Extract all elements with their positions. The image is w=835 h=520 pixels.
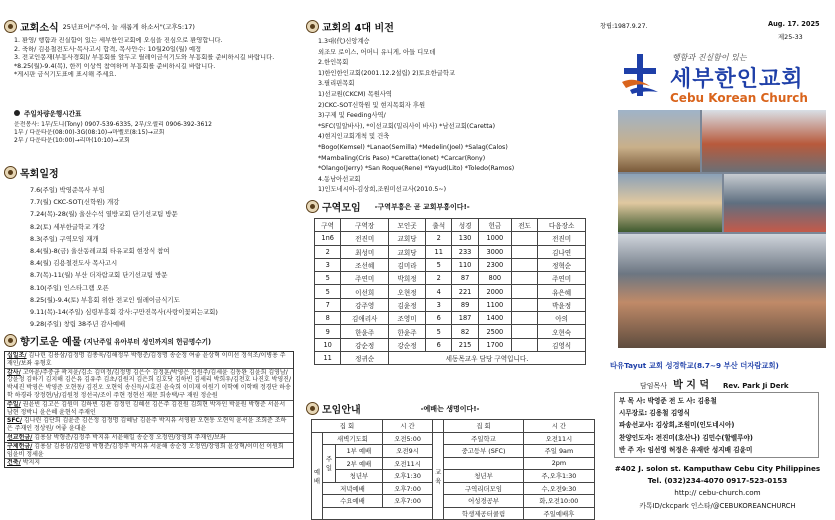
meeting-subtitle: -예배는 생명이다!- xyxy=(420,404,480,413)
district-table xyxy=(314,218,586,365)
offering-names: 박지지 xyxy=(20,459,41,467)
shuttle-section xyxy=(6,108,298,145)
schedule-item: 8.10(주일) 인스타그램 오픈 xyxy=(30,283,109,292)
offering-row xyxy=(5,434,293,443)
middle-column xyxy=(300,0,600,520)
schedule-item: 7.7(월) CKC-SOT(신학원) 개강 xyxy=(30,198,120,207)
news-heading xyxy=(4,19,296,34)
car-icon xyxy=(14,110,20,116)
meeting-time: 주,오후1:30 xyxy=(523,470,594,483)
district-cell: 한윤주 xyxy=(341,325,389,338)
shuttle-line: 운전봉사: 1부/도니(Tony) 0907-539-6335, 2부/오셀리 0906-392-3612 xyxy=(14,121,212,128)
vision-item: *SFC(밀알바사), *이선교회(밀리사이 바사) *남선교회(Caretta) xyxy=(318,122,496,130)
district-title: 구역모임 xyxy=(322,203,361,214)
district-note: 세동목교우 담당 구역입니다. xyxy=(389,351,586,364)
offering-label: 주일/ xyxy=(7,400,21,408)
news-title: 교회소식 xyxy=(20,23,59,34)
shuttle-line: 1부 / 다운타운(08:00)-3G(08:10)→마벨로(8:15)→교회 xyxy=(14,129,165,136)
meeting-name: 학생제공터쿨림 xyxy=(444,507,524,520)
district-header-cell: 구역장 xyxy=(341,219,389,232)
meeting-row xyxy=(312,457,595,470)
district-cell: 2 xyxy=(315,245,341,258)
shuttle-line: 2부 / 다운타운(10:00)→리마(10:10)→교회 xyxy=(14,137,130,144)
district-cell: 강순정 xyxy=(341,338,389,351)
meeting-time: 오후7:00 xyxy=(382,495,432,508)
district-cell: 1n6 xyxy=(315,232,341,245)
vision-item: 1)한인한인교회(2001.12.2설립) 2)토요한글학교 xyxy=(318,69,456,77)
meeting-group-label: 교육 xyxy=(433,432,444,520)
offering-label: 십일조/ xyxy=(7,352,27,359)
district-cell: 2500 xyxy=(478,325,511,338)
meeting-time: 오전11시 xyxy=(523,432,594,445)
meeting-header-cell: 시 간 xyxy=(382,420,432,433)
district-header-cell: 구역 xyxy=(315,219,341,232)
schedule-list xyxy=(4,184,296,330)
issue-date: Aug. 17. 2025 xyxy=(768,20,820,28)
district-cell: 87 xyxy=(452,272,478,285)
district-cell xyxy=(511,258,537,271)
district-cell: 215 xyxy=(452,338,478,351)
schedule-heading xyxy=(4,165,296,180)
schedule-item: 8.25(월)-9.4(토) 부흥회 위한 전교인 릴레이금식기도 xyxy=(30,295,180,304)
section-bullet-icon xyxy=(4,166,17,179)
vision-item: 2.한인목회 xyxy=(318,59,349,67)
meeting-row xyxy=(312,445,595,458)
section-bullet-icon xyxy=(306,402,319,415)
photo-tile xyxy=(702,110,826,172)
meeting-time: 수,오전9:30 xyxy=(523,482,594,495)
offering-names: 김나린 김용삼/김정명 김종욱/김해정부 박형준/김정명 송순정 여좋 윤상혁 이미선 정석조/이병용 주재인/보좌 유형호 xyxy=(7,352,286,367)
offering-section xyxy=(4,333,298,468)
volume-number: 제25-33 xyxy=(778,33,803,41)
pastor-line xyxy=(640,376,789,391)
pastor-name: 박 지 덕 xyxy=(673,380,710,391)
news-item: *게시판 금식기도표에 표시해 주세요. xyxy=(14,71,117,79)
district-cell: 교회당 xyxy=(389,232,426,245)
district-cell: 조선혜 xyxy=(341,258,389,271)
schedule-section xyxy=(4,165,296,330)
district-cell: 강순정 xyxy=(389,338,426,351)
district-cell xyxy=(511,232,537,245)
schedule-item: 8.4(월) 김용철전도사 목사고시 xyxy=(30,259,118,268)
district-cell: 221 xyxy=(452,285,478,298)
district-cell: 2000 xyxy=(478,285,511,298)
vision-list xyxy=(306,37,596,196)
district-cell: 5 xyxy=(426,325,452,338)
schedule-item: 7.24(목)-28(월) 울산수석 열방교회 단기선교팀 방문 xyxy=(30,210,178,219)
meeting-header-cell: 집 회 xyxy=(444,420,524,433)
meeting-row xyxy=(312,495,595,508)
district-cell xyxy=(511,325,537,338)
district-cell: 2 xyxy=(426,232,452,245)
district-cell: 정귀순 xyxy=(341,351,389,364)
district-cell: 5 xyxy=(315,285,341,298)
meeting-time: 주일 9am xyxy=(523,445,594,458)
district-cell: 주연미 xyxy=(538,272,586,285)
vision-section xyxy=(306,19,596,196)
district-cell: 김영식 xyxy=(538,338,586,351)
offering-heading xyxy=(4,333,298,348)
district-row xyxy=(315,298,586,311)
vision-item: 1)인도네시아-김상희,조원미선교사(2010.5~) xyxy=(318,186,447,194)
left-column xyxy=(0,0,300,520)
district-cell: 주연미 xyxy=(341,272,389,285)
district-cell: 최성미 xyxy=(341,245,389,258)
district-cell: 233 xyxy=(452,245,478,258)
district-cell: 8 xyxy=(315,312,341,325)
pastor-english-name: Rev. Park Ji Derk xyxy=(723,382,789,390)
meeting-section xyxy=(306,401,598,520)
news-section xyxy=(4,19,296,80)
district-cell: 5 xyxy=(426,258,452,271)
district-cell: 2 xyxy=(426,272,452,285)
district-cell: 오현정 xyxy=(389,285,426,298)
district-cell: 4 xyxy=(426,285,452,298)
district-header-cell: 성경 xyxy=(452,219,478,232)
offering-names: 김용삼 김용삼/김한영 박형준/김정주 박지유 서윤해 송순정 오정연/장영희 윤상혁/이미선 이원희 임윤비 정세윤 xyxy=(7,442,284,458)
offering-title: 향기로운 예물 xyxy=(20,337,82,348)
meeting-name: 중고등부 (SFC) xyxy=(444,445,524,458)
offering-label: 선교헌금/ xyxy=(7,433,33,441)
district-header-cell: 전도 xyxy=(511,219,537,232)
shuttle-title: 주일차량운행시간표 xyxy=(24,110,82,118)
meeting-name: 저녁예배 xyxy=(323,482,383,495)
district-cell: 조영미 xyxy=(389,312,426,325)
section-bullet-icon xyxy=(4,20,17,33)
meeting-title: 모임안내 xyxy=(322,405,361,416)
offering-row xyxy=(5,417,293,434)
schedule-title: 목회일정 xyxy=(20,169,59,180)
schedule-item: 8.2(토) 세부한글학교 개강 xyxy=(30,222,105,231)
meeting-header-cell: 집 회 xyxy=(312,420,383,433)
meeting-name: 청년부 xyxy=(444,470,524,483)
district-cell: 김나연 xyxy=(538,245,586,258)
meeting-name: 새벽기도회 xyxy=(323,432,383,445)
district-header-cell: 출석 xyxy=(426,219,452,232)
photo-tile xyxy=(724,174,826,232)
shuttle-list xyxy=(6,121,298,145)
staff-line: 찬양인도자: 전진미(호산나) 김민수(할렐루야) xyxy=(619,433,753,442)
offering-label: 건축/ xyxy=(7,459,21,467)
church-motto: 행함과 진실함이 있는 xyxy=(672,53,747,62)
meeting-row xyxy=(312,507,595,520)
district-cell: 김미라 xyxy=(389,258,426,271)
district-cell: 1000 xyxy=(478,232,511,245)
church-phone: Tel. (032)234-4070 0917-523-0153 xyxy=(647,476,788,485)
vision-item: 1)선교원(CKCM) 목원사역 xyxy=(318,90,392,98)
district-row xyxy=(315,338,586,351)
section-bullet-icon xyxy=(306,200,319,213)
district-cell: 박윤정 xyxy=(538,298,586,311)
district-cell: 이선희 xyxy=(341,285,389,298)
district-cell: 3 xyxy=(315,258,341,271)
meeting-row xyxy=(312,432,595,445)
news-item: 3. 전교인봉재(부흥사경회)/ 부흥회를 앞두고 릴레이금식기도와 부흥회를 준비하시길 바랍니다. xyxy=(14,54,275,62)
meeting-name: 주일학교 xyxy=(444,432,524,445)
offering-names: 권윤빈 김고은 김원미 김하빈 김관 김정민 김혜선 김은주 김진원 김희현 박자인 박윤원 박형준 서윤서 남현 정박니 윤은혜 윤현석 주재인 xyxy=(7,400,286,416)
district-cell: 10 xyxy=(315,338,341,351)
news-list xyxy=(4,37,296,80)
offering-names: 김용삼 박형준/김정주 박지유 서윤해일 송순정 오정연/장영희 주재인/보좌 xyxy=(32,433,226,441)
district-row xyxy=(315,312,586,325)
meeting-sub-label: 주일 xyxy=(323,445,336,483)
district-cell: 한윤주 xyxy=(389,325,426,338)
offering-box xyxy=(4,351,294,468)
district-cell: 김윤정 xyxy=(389,298,426,311)
district-cell: 강주영 xyxy=(341,298,389,311)
meeting-name: 어성경공부 xyxy=(444,495,524,508)
section-bullet-icon xyxy=(4,334,17,347)
event-photo-collage xyxy=(618,110,826,348)
meeting-time: 주일예배후 xyxy=(523,507,594,520)
district-cell: 오현숙 xyxy=(538,325,586,338)
district-row xyxy=(315,272,586,285)
photo-tile xyxy=(618,174,722,232)
district-cell: 1400 xyxy=(478,312,511,325)
district-cell: 유은혜 xyxy=(538,285,586,298)
district-cell xyxy=(511,245,537,258)
district-cell: 6 xyxy=(426,312,452,325)
district-cell: 아의 xyxy=(538,312,586,325)
district-cell: 3000 xyxy=(478,245,511,258)
district-cell: 3 xyxy=(426,298,452,311)
meeting-name: 1부 예배 xyxy=(336,445,383,458)
district-row xyxy=(315,325,586,338)
section-bullet-icon xyxy=(306,20,319,33)
meeting-row xyxy=(312,482,595,495)
vision-item: 2)CKC-SOT신학원 및 현지목회자 후원 xyxy=(318,101,426,109)
offering-row xyxy=(5,459,293,467)
news-subtitle: 25년표어/"주여, 늘 새롭게 하소서"(고후5:17) xyxy=(62,23,195,31)
meeting-time: 오전11시 xyxy=(382,457,432,470)
schedule-item: 9.11(목)-14(주일) 심령부흥회 강사:구만진목사(사랑이꽃피는교회) xyxy=(30,308,218,317)
meeting-time: 2pm xyxy=(523,457,594,470)
church-website[interactable]: http:// cebu-church.com xyxy=(674,488,761,497)
vision-item: *Olango(Jerry) *San Roque(Rene) *Yayud(Lito) *Toledo(Ramos) xyxy=(318,165,515,173)
schedule-item: 8.7(목)-11(월) 부산 더자람교회 단기선교팀 방문 xyxy=(30,271,168,280)
district-cell: 89 xyxy=(452,298,478,311)
right-column xyxy=(600,0,835,520)
offering-label: 구제헌금/ xyxy=(7,442,33,450)
staff-line: 파송선교사: 김상희,조원미(인도네시아) xyxy=(619,421,735,430)
staff-line: 시무장로: 김용철 김영식 xyxy=(619,409,690,418)
offering-label: SFC/ xyxy=(7,417,23,425)
district-section xyxy=(306,199,598,365)
offering-row xyxy=(5,369,293,401)
district-header-cell: 다음장소 xyxy=(538,219,586,232)
offering-names: 김나린 김단희 김윤준 김은정 김정명 김혜남 김윤주 박지유 서영환 오현동 오현익 윤서윤 조희준 조하은 주재인 정상원/ 여좋 윤대윤 xyxy=(7,417,287,433)
meeting-time: 오전9시 xyxy=(382,445,432,458)
schedule-item: 7.6(주일) 박영준목사 부임 xyxy=(30,186,105,194)
meeting-group-label: 예배 xyxy=(312,432,323,520)
photo-tile xyxy=(618,110,700,172)
district-row xyxy=(315,258,586,271)
church-name-korean: 세부한인교회 xyxy=(670,67,804,92)
staff-list xyxy=(619,395,814,456)
district-cell xyxy=(511,285,537,298)
pastor-label: 담임목사 xyxy=(640,382,668,390)
district-cell: 187 xyxy=(452,312,478,325)
district-cell: 전진미 xyxy=(538,232,586,245)
vision-item: 4)현지인교회개척 및 건축 xyxy=(318,133,390,141)
shuttle-heading xyxy=(6,108,298,118)
offering-row xyxy=(5,401,293,418)
district-cell: 130 xyxy=(452,232,478,245)
news-item: *8.25(월)-9.4(목), 한끼 이상씩 참여하며 부흥회를 준비하시길 바랍니다. xyxy=(14,62,216,70)
district-cell: 1700 xyxy=(478,338,511,351)
district-cell: 800 xyxy=(478,272,511,285)
church-address: #402 J. solon st. Kamputhaw Cebu City Philippines xyxy=(614,464,821,473)
meeting-time: 오후7:00 xyxy=(382,482,432,495)
district-cell xyxy=(511,272,537,285)
district-cell: 110 xyxy=(452,258,478,271)
district-row xyxy=(315,232,586,245)
photo-tile xyxy=(618,234,826,348)
district-row xyxy=(315,351,586,364)
district-cell: 6 xyxy=(426,338,452,351)
meeting-spacer xyxy=(433,420,444,433)
district-cell xyxy=(511,298,537,311)
news-item: 2. 축하/ 김용철전도사·목사고시 합격, 목사안수: 10월20일(월) 예정 xyxy=(14,45,202,53)
district-cell: 2300 xyxy=(478,258,511,271)
district-cell: 박희정 xyxy=(389,272,426,285)
district-cell: 김애리사 xyxy=(341,312,389,325)
church-name-english: Cebu Korean Church xyxy=(670,91,808,105)
meeting-name: 청년부 xyxy=(336,470,383,483)
offering-row xyxy=(5,352,293,369)
photo-caption: 타유Tayut 교회 성경학교(8.7~9 부산 더자람교회) xyxy=(610,361,779,370)
district-cell: 교회당 xyxy=(389,245,426,258)
vision-item: *Bogo(Kemsel) *Lanao(Semilla) *Medelin(Joel) *Salag(Calos) xyxy=(318,143,508,151)
meeting-table xyxy=(311,419,595,520)
district-row xyxy=(315,285,586,298)
district-cell: 82 xyxy=(452,325,478,338)
offering-names: 고아윤/주중금 곽지윤/김소 김미정/김정명 김은수 김정훈/박영은 김원주/김세윤 김동완 김윤희 김영남/강윤정 김하기 김지해 김은유 김유주 김초/김원지 김은희 김호닷 김하빈 김세리 박희우/김천호 나진호 박영진/박세진 박영은 박영준 오현동/ 김진오 오현익 송신득/시효진 윤숙희 이미재 이원기 이학예 이학배 정경단 하송학 하경라 장정현/남/김원청 정선국/조이 주현 정현선 재문 희송택/구 재원 정순원 xyxy=(7,368,291,399)
vision-item: 1.3대(代)신앙계승 xyxy=(318,38,370,45)
staff-line: 반 주 자: 임선영 허정은 유재란 성지배 김윤미 xyxy=(619,445,753,454)
vision-item: 3.필리핀목회 xyxy=(318,80,355,88)
district-cell: 전진미 xyxy=(341,232,389,245)
meeting-heading xyxy=(306,401,598,416)
meeting-empty xyxy=(323,507,433,520)
schedule-item: 8.3(주일) 구역모임 재개 xyxy=(30,234,99,243)
vision-item: 3)구제 및 Feeding사역/ xyxy=(318,112,386,120)
district-cell xyxy=(511,338,537,351)
meeting-name: 수요예배 xyxy=(323,495,383,508)
schedule-item: 9.28(주일) 창립 38주년 감사예배 xyxy=(30,320,126,329)
district-cell xyxy=(511,312,537,325)
offering-row xyxy=(5,443,293,460)
district-heading xyxy=(306,199,598,214)
district-header-cell: 모인곳 xyxy=(389,219,426,232)
district-row xyxy=(315,245,586,258)
district-cell: 11 xyxy=(315,351,341,364)
district-cell: 11 xyxy=(426,245,452,258)
district-cell: 1100 xyxy=(478,298,511,311)
offering-subtitle: (지난주일 유아부터 성인까지의 헌금명수기) xyxy=(83,337,212,346)
vision-item: 외조모 로이스, 어머니 유니게, 아들 디모데 xyxy=(318,48,436,56)
district-header-cell: 헌금 xyxy=(478,219,511,232)
founded-date: 창립:1987.9.27. xyxy=(600,23,648,30)
meeting-time: 화,오전10:00 xyxy=(523,495,594,508)
meeting-row xyxy=(312,470,595,483)
meeting-header-cell: 시 간 xyxy=(523,420,594,433)
district-subtitle: -구역부흥은 곧 교회부흥이다!- xyxy=(374,202,470,211)
meeting-time: 오후1:30 xyxy=(382,470,432,483)
staff-line: 부 목 사: 박영준 전 도 사: 김용철 xyxy=(619,397,717,405)
district-cell: 7 xyxy=(315,298,341,311)
offering-label: 감사/ xyxy=(7,368,21,376)
vision-item: *Mambaling(Cris Paso) *Caretta(Ionet) *Carcar(Rony) xyxy=(318,154,486,162)
vision-heading xyxy=(306,19,596,34)
vision-title: 교회의 4대 비전 xyxy=(322,23,394,34)
meeting-name: 2부 예배 xyxy=(336,457,383,470)
meeting-name xyxy=(444,457,524,470)
district-cell: 정혁순 xyxy=(538,258,586,271)
schedule-item: 8.4(월)-8(금) 울산동레교회 타유교회 현장식 참여 xyxy=(30,247,170,256)
staff-box xyxy=(614,392,819,458)
district-cell: 5 xyxy=(315,272,341,285)
church-social[interactable]: 카톡ID/ckcpark 인스타/@CEBUKOREANCHURCH xyxy=(639,502,796,510)
church-logo-icon xyxy=(620,52,660,98)
meeting-name: 구역리더모임 xyxy=(444,482,524,495)
news-item: 1. 환영/ 행함과 진실함이 있는 세부한인교회에 오심을 진심으로 환영합니다. xyxy=(14,37,223,44)
meeting-time: 오전5:00 xyxy=(382,432,432,445)
district-cell: 9 xyxy=(315,325,341,338)
vision-item: 4.동남아선교회 xyxy=(318,175,361,183)
